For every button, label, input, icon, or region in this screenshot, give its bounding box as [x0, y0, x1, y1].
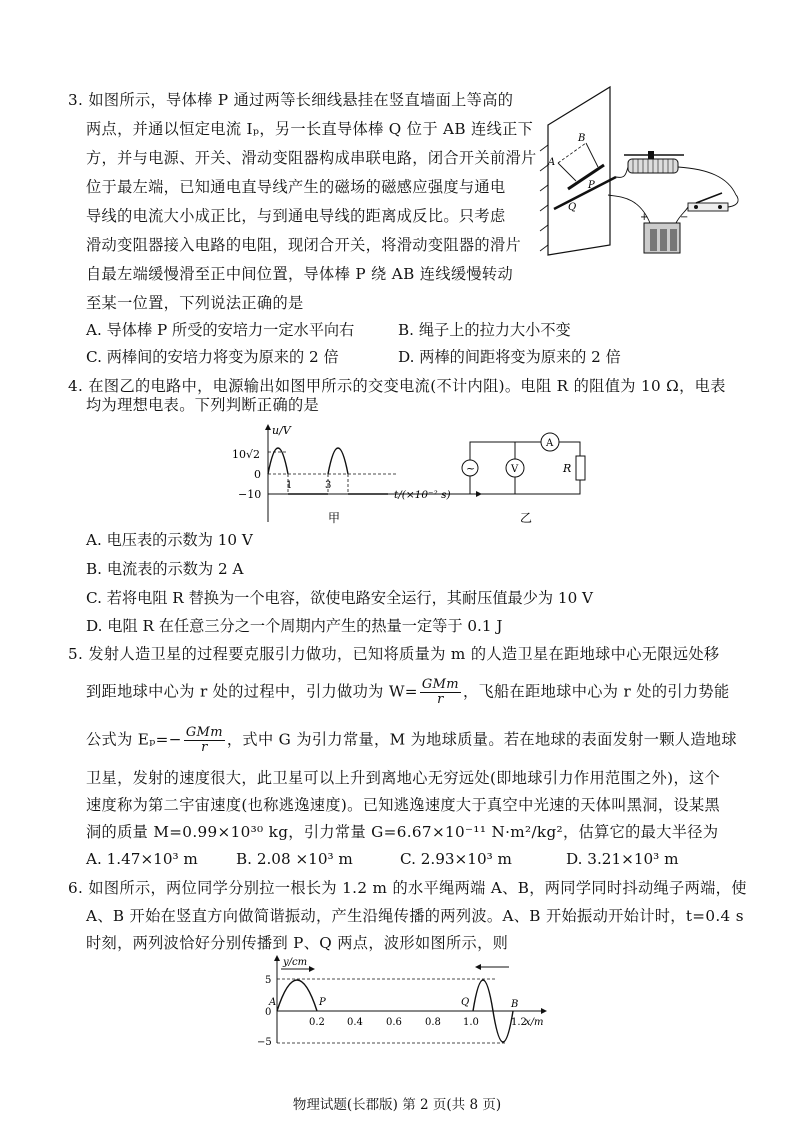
q4-ytick-top: 10√2: [232, 448, 261, 461]
q6-xlabel: x/m: [525, 1017, 544, 1028]
q6-label-p: P: [319, 997, 326, 1008]
q4-voltmeter-label: V: [511, 464, 519, 475]
q5-fraction-ep-num: GMm: [185, 725, 223, 740]
q3-line: 至某一位置，下列说法正确的是: [86, 294, 304, 312]
q4-xtick-3: 3: [325, 480, 332, 491]
q4-source-symbol: ~: [466, 462, 476, 475]
q4-line: 4. 在图乙的电路中，电源输出如图甲所示的交变电流(不计内阻)。电阻 R 的阻值为 10 Ω，电表: [68, 377, 726, 395]
q5-line-5: 速度称为第二宇宙速度(也称逃逸速度)。已知逃逸速度大于真空中光速的天体叫黑洞，设某黑: [86, 796, 721, 814]
q3-line: 自最左端缓慢滑至正中间位置，导体棒 P 绕 AB 连线缓慢转动: [86, 265, 514, 283]
q6-ytick-0: 0: [265, 1007, 272, 1018]
q4-ytick-zero: 0: [254, 468, 261, 481]
label-plus: +: [640, 212, 649, 223]
q4-graph-jia: [228, 422, 490, 532]
q4-ammeter-label: A: [546, 438, 554, 449]
q5-option-a: A. 1.47×10³ m: [86, 850, 198, 868]
page-footer: 物理试题(长郡版) 第 2 页(共 8 页): [292, 1097, 502, 1113]
q4-xtick-1: 1: [286, 480, 293, 491]
q5-line-3-text-post: ，式中 G 为引力常量，M 为地球质量。若在地球的表面发射一颗人造地球: [226, 730, 737, 749]
q3-option-d: D. 两棒的间距将变为原来的 2 倍: [398, 348, 621, 366]
q3-line: 导线的电流大小成正比，与到通电导线的距离成反比。只考虑: [86, 207, 506, 225]
q5-line-3-text: 公式为 Eₚ=−: [86, 730, 182, 749]
q3-option-a: A. 导体棒 P 所受的安培力一定水平向右: [86, 321, 355, 339]
q6-xtick: 0.2: [309, 1017, 325, 1028]
q6-ytick-5: 5: [265, 975, 272, 986]
q3-figure: [538, 85, 754, 270]
q6-xtick: 0.6: [386, 1017, 402, 1028]
q5-line-4: 卫星，发射的速度很大，此卫星可以上升到离地心无穷远处(即地球引力作用范围之外)，这个: [86, 769, 721, 787]
q5-option-d: D. 3.21×10³ m: [566, 850, 679, 868]
q4-circuit-yi: [460, 430, 600, 530]
q4-caption-jia: 甲: [328, 511, 341, 525]
label-q: Q: [568, 202, 577, 213]
q6-line: 6. 如图所示，两位同学分别拉一根长为 1.2 m 的水平绳两端 A、B，两同学同时抖动绳子两端，使: [68, 879, 747, 897]
q6-xtick: 0.8: [425, 1017, 441, 1028]
q5-line-2-text: 到距地球中心为 r 处的过程中，引力做功为 W=: [86, 682, 418, 701]
label-minus: −: [680, 212, 689, 223]
q4-line: 均为理想电表。下列判断正确的是: [86, 396, 320, 414]
q4-ylabel: u/V: [272, 424, 291, 437]
q6-xtick: 1.0: [463, 1017, 479, 1028]
q6-ylabel: y/cm: [283, 957, 308, 968]
q6-wave-graph: [255, 955, 555, 1047]
q4-caption-yi: 乙: [520, 511, 533, 525]
q5-fraction-w-den: r: [437, 692, 444, 707]
q4-xlabel: t/(×10⁻² s): [394, 489, 451, 501]
q5-option-b: B. 2.08 ×10³ m: [236, 850, 353, 868]
q4-resistor-label: R: [563, 462, 572, 475]
q6-line: A、B 开始在竖直方向做简谐振动，产生沿绳传播的两列波。A、B 开始振动开始计时，t=0.4 s: [86, 907, 744, 925]
q4-option-d: D. 电阻 R 在任意三分之一个周期内产生的热量一定等于 0.1 J: [86, 617, 503, 635]
q3-line: 滑动变阻器接入电路的电阻，现闭合开关，将滑动变阻器的滑片: [86, 236, 522, 254]
q5-fraction-w: [420, 678, 461, 707]
q6-label-a: A: [269, 997, 277, 1008]
q6-ytick-neg5: −5: [257, 1037, 272, 1047]
q6-label-q: Q: [461, 997, 470, 1008]
q3-line: 3. 如图所示，导体棒 P 通过两等长细线悬挂在竖直墙面上等高的: [68, 91, 514, 109]
q5-line-3: [86, 726, 737, 755]
q3-option-c: C. 两棒间的安培力将变为原来的 2 倍: [86, 348, 339, 366]
q4-option-c: C. 若将电阻 R 替换为一个电容，欲使电路安全运行，其耐压值最少为 10 V: [86, 589, 594, 607]
q4-option-b: B. 电流表的示数为 2 A: [86, 560, 244, 578]
label-a: A: [548, 157, 556, 168]
q5-fraction-ep: [184, 726, 225, 755]
q6-xtick: 0.4: [347, 1017, 363, 1028]
q3-line: 两点，并通以恒定电流 Iₚ，另一长直导体棒 Q 位于 AB 连线正下: [86, 120, 534, 138]
q6-label-b: B: [511, 999, 519, 1010]
q3-line: 方，并与电源、开关、滑动变阻器构成串联电路，闭合开关前滑片: [86, 149, 537, 167]
label-p: P: [588, 180, 595, 191]
q5-line-2: [86, 678, 730, 707]
q5-fraction-ep-den: r: [201, 740, 208, 755]
q5-line-1: 5. 发射人造卫星的过程要克服引力做功，已知将质量为 m 的人造卫星在距地球中心无限远处移: [68, 645, 720, 663]
q6-xtick: 1.2: [511, 1017, 527, 1028]
q3-line: 位于最左端，已知通电直导线产生的磁场的磁感应强度与通电: [86, 178, 506, 196]
q5-line-2-text-post: ，飞船在距地球中心为 r 处的引力势能: [462, 682, 730, 701]
q5-fraction-w-num: GMm: [421, 677, 459, 692]
q4-ytick-bottom: −10: [238, 488, 262, 501]
label-b: B: [578, 133, 586, 144]
q5-line-6: 洞的质量 M=0.99×10³⁰ kg，引力常量 G=6.67×10⁻¹¹ N·m²/kg²，估算它的最大半径为: [86, 823, 719, 841]
q5-option-c: C. 2.93×10³ m: [400, 850, 512, 868]
q6-line: 时刻，两列波恰好分别传播到 P、Q 两点，波形如图所示，则: [86, 934, 509, 952]
q3-option-b: B. 绳子上的拉力大小不变: [398, 321, 571, 339]
q4-option-a: A. 电压表的示数为 10 V: [86, 531, 253, 549]
